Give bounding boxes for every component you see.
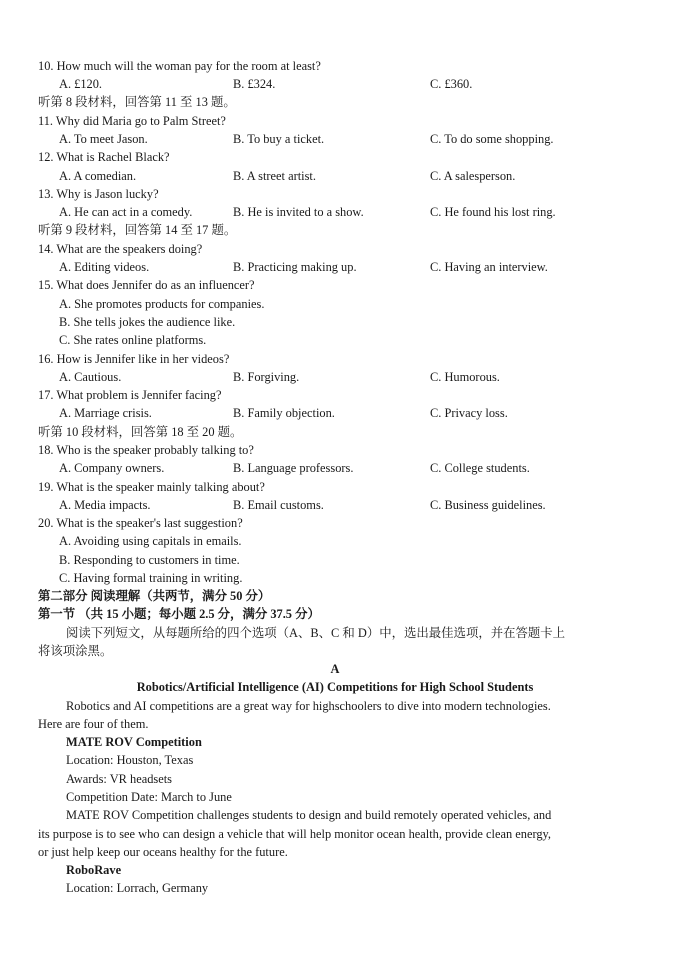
question-13-option-c: C. He found his lost ring.: [430, 205, 556, 219]
question-11-option-a: A. To meet Jason.: [59, 132, 148, 146]
question-18-option-b: B. Language professors.: [233, 461, 354, 475]
passage-letter: A: [330, 662, 340, 676]
question-14-stem: 14. What are the speakers doing?: [38, 242, 203, 256]
question-13-option-b: B. He is invited to a show.: [233, 205, 364, 219]
question-16-option-c: C. Humorous.: [430, 370, 500, 384]
question-20-option-c: C. Having formal training in writing.: [59, 571, 243, 585]
intro-line-1: Robotics and AI competitions are a great way for highschoolers to dive into modern technologies.: [66, 699, 551, 713]
question-12-option-c: C. A salesperson.: [430, 169, 516, 183]
mate-rov-desc-line-2: its purpose is to see who can design a vehicle that will help monitor ocean health, provide clean energy,: [38, 827, 552, 841]
question-12-option-b: B. A street artist.: [233, 169, 316, 183]
roborave-location: Location: Lorrach, Germany: [66, 881, 209, 895]
intro-line-2: Here are four of them.: [38, 717, 149, 731]
mate-rov-desc-line-3: or just help keep our oceans healthy for the future.: [38, 845, 288, 859]
section-one-heading: 第一节 （共 15 小题；每小题 2.5 分，满分 37.5 分）: [38, 607, 320, 621]
question-18-stem: 18. Who is the speaker probably talking to?: [38, 443, 254, 457]
question-17-option-a: A. Marriage crisis.: [59, 406, 152, 420]
passage-title: Robotics/Artificial Intelligence (AI) Competitions for High School Students: [136, 680, 534, 694]
question-10-option-b: B. £324.: [233, 77, 276, 91]
question-19-option-c: C. Business guidelines.: [430, 498, 546, 512]
question-19-option-a: A. Media impacts.: [59, 498, 151, 512]
mate-rov-date: Competition Date: March to June: [66, 790, 232, 804]
roborave-heading: RoboRave: [66, 863, 122, 877]
mate-rov-desc-line-1: MATE ROV Competition challenges students to design and build remotely operated vehicles, and: [66, 808, 552, 822]
question-18-option-a: A. Company owners.: [59, 461, 165, 475]
question-14-option-b: B. Practicing making up.: [233, 260, 357, 274]
question-17-option-b: B. Family objection.: [233, 406, 335, 420]
question-14-option-c: C. Having an interview.: [430, 260, 548, 274]
question-12-stem: 12. What is Rachel Black?: [38, 150, 170, 164]
question-10-option-c: C. £360.: [430, 77, 473, 91]
instruction-section-8: 听第 8 段材料，回答第 11 至 13 题。: [38, 95, 236, 109]
question-20-option-b: B. Responding to customers in time.: [59, 553, 240, 567]
instruction-section-10: 听第 10 段材料，回答第 18 至 20 题。: [38, 425, 243, 439]
question-11-stem: 11. Why did Maria go to Palm Street?: [38, 114, 226, 128]
question-20-stem: 20. What is the speaker's last suggestion?: [38, 516, 243, 530]
question-15-option-b: B. She tells jokes the audience like.: [59, 315, 236, 329]
question-16-option-a: A. Cautious.: [59, 370, 122, 384]
question-18-option-c: C. College students.: [430, 461, 530, 475]
mate-rov-location: Location: Houston, Texas: [66, 753, 194, 767]
question-16-stem: 16. How is Jennifer like in her videos?: [38, 352, 230, 366]
question-14-option-a: A. Editing videos.: [59, 260, 150, 274]
question-13-option-a: A. He can act in a comedy.: [59, 205, 193, 219]
question-15-option-a: A. She promotes products for companies.: [59, 297, 265, 311]
question-16-option-b: B. Forgiving.: [233, 370, 300, 384]
question-20-option-a: A. Avoiding using capitals in emails.: [59, 534, 242, 548]
question-11-option-b: B. To buy a ticket.: [233, 132, 325, 146]
part-two-heading: 第二部分 阅读理解（共两节，满分 50 分）: [38, 589, 271, 603]
question-15-option-c: C. She rates online platforms.: [59, 333, 207, 347]
reading-instruction-line-2: 将该项涂黑。: [38, 644, 113, 658]
question-17-option-c: C. Privacy loss.: [430, 406, 508, 420]
question-17-stem: 17. What problem is Jennifer facing?: [38, 388, 222, 402]
mate-rov-awards: Awards: VR headsets: [66, 772, 173, 786]
instruction-section-9: 听第 9 段材料，回答第 14 至 17 题。: [38, 223, 237, 237]
question-15-stem: 15. What does Jennifer do as an influencer?: [38, 278, 255, 292]
question-11-option-c: C. To do some shopping.: [430, 132, 554, 146]
question-10-stem: 10. How much will the woman pay for the room at least?: [38, 59, 321, 73]
question-12-option-a: A. A comedian.: [59, 169, 137, 183]
question-13-stem: 13. Why is Jason lucky?: [38, 187, 159, 201]
reading-instruction-line-1: 阅读下列短文，从每题所给的四个选项（A、B、C 和 D）中，选出最佳选项，并在答题卡上: [66, 626, 566, 640]
mate-rov-heading: MATE ROV Competition: [66, 735, 202, 749]
question-19-stem: 19. What is the speaker mainly talking about?: [38, 480, 265, 494]
question-10-option-a: A. £120.: [59, 77, 103, 91]
question-19-option-b: B. Email customs.: [233, 498, 324, 512]
